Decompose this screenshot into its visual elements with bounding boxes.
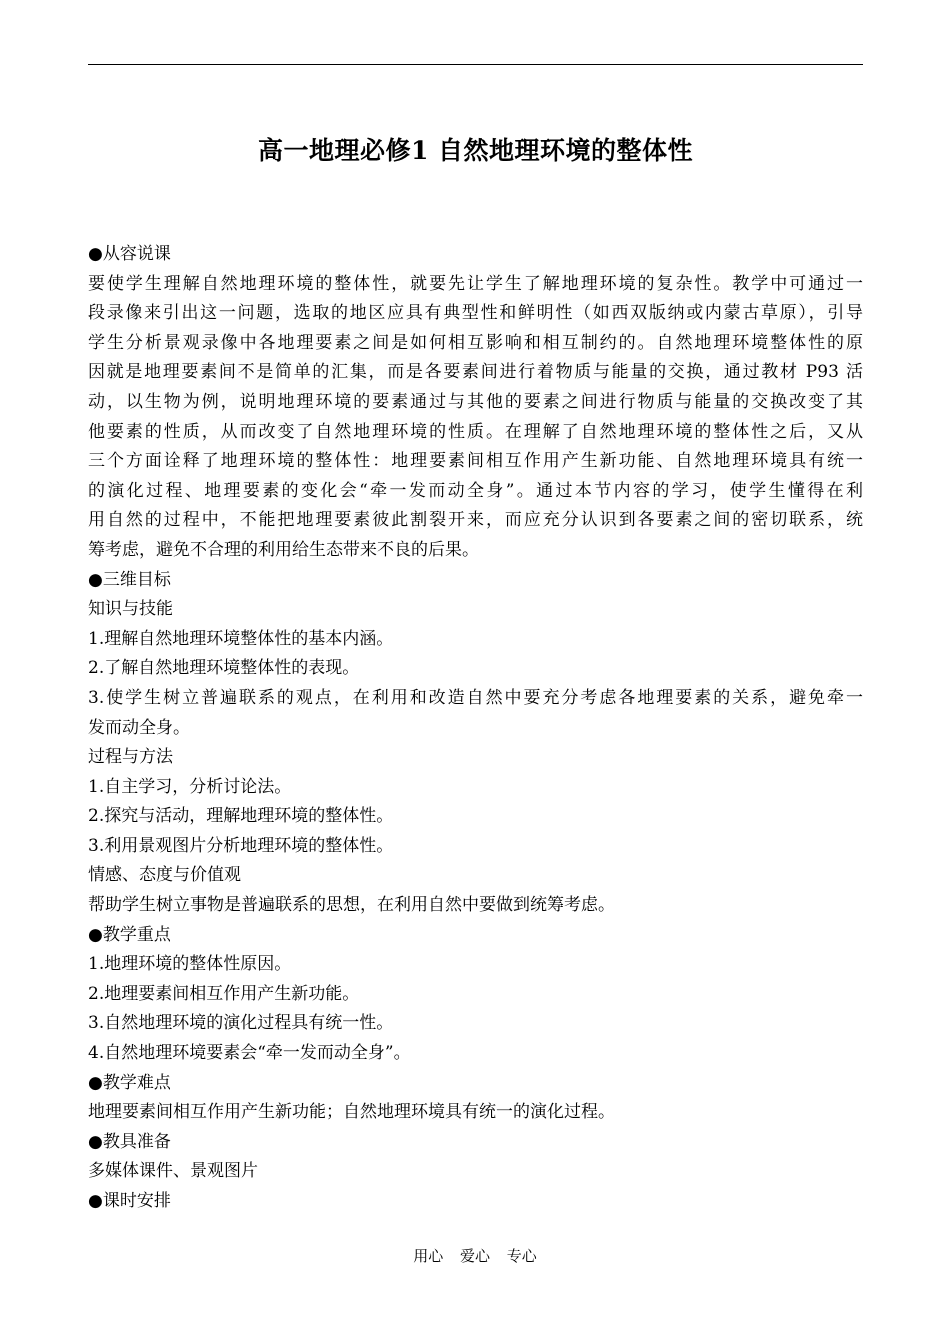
section-heading: ●从容说课 [88, 244, 171, 264]
text-line: 动，以生物为例，说明地理环境的要素通过与其他的要素之间进行物质与能量的交换改变了其 [88, 391, 863, 412]
text-line: 发而动全身。 [88, 717, 190, 738]
text-line: 地理要素间相互作用产生新功能；自然地理环境具有统一的演化过程。 [88, 1102, 615, 1123]
text-line: 1.地理环境的整体性原因。 [88, 954, 292, 975]
document-title: 高一地理必修1 自然地理环境的整体性 [257, 136, 694, 165]
section-heading: ●教学难点 [88, 1072, 171, 1093]
text-line: 情感、态度与价值观 [88, 865, 241, 886]
text-line: 的演化过程、地理要素的变化会“牵一发而动全身”。通过本节内容的学习，使学生懂得在利 [88, 480, 863, 501]
text-line: 多媒体课件、景观图片 [88, 1161, 258, 1182]
section-heading: ●教学重点 [88, 924, 171, 945]
text-line: 要使学生理解自然地理环境的整体性，就要先让学生了解地理环境的复杂性。教学中可通过一 [88, 273, 863, 294]
text-line: 2.了解自然地理环境整体性的表现。 [88, 658, 360, 679]
text-line: 筹考虑，避免不合理的利用给生态带来不良的后果。 [88, 539, 479, 560]
text-line: 三个方面诠释了地理环境的整体性：地理要素间相互作用产生新功能、自然地理环境具有统一 [88, 451, 863, 472]
text-line: 3.使学生树立普遍联系的观点，在利用和改造自然中要充分考虑各地理要素的关系，避免牵一 [88, 687, 863, 708]
text-line: 2.探究与活动，理解地理环境的整体性。 [88, 806, 394, 827]
text-line: 4.自然地理环境要素会“牵一发而动全身”。 [88, 1043, 411, 1064]
page-footer: 用心 爱心 专心 [413, 1247, 537, 1265]
text-line: 1.自主学习，分析讨论法。 [88, 776, 292, 797]
section-heading: ●三维目标 [88, 569, 171, 590]
document-body [88, 240, 863, 1217]
text-line: 用自然的过程中，不能把地理要素彼此割裂开来，而应充分认识到各要素之间的密切联系，统 [88, 510, 863, 531]
text-line: 过程与方法 [88, 747, 173, 768]
header-rule [88, 64, 863, 65]
text-line: 1.理解自然地理环境整体性的基本内涵。 [88, 628, 394, 649]
section-heading: ●教具准备 [88, 1131, 171, 1152]
text-line: 帮助学生树立事物是普遍联系的思想，在利用自然中要做到统筹考虑。 [88, 895, 615, 916]
text-line: 3.自然地理环境的演化过程具有统一性。 [88, 1013, 394, 1034]
text-line: 3.利用景观图片分析地理环境的整体性。 [88, 835, 394, 856]
text-line: 因就是地理要素间不是简单的汇集，而是各要素间进行着物质与能量的交换，通过教材 P93 活 [88, 362, 863, 383]
text-line: 段录像来引出这一问题，选取的地区应具有典型性和鲜明性（如西双版纳或内蒙古草原），引导 [88, 303, 863, 324]
text-line: 学生分析景观录像中各地理要素之间是如何相互影响和相互制约的。自然地理环境整体性的原 [88, 332, 863, 353]
text-line: 2.地理要素间相互作用产生新功能。 [88, 983, 360, 1004]
text-line: 他要素的性质，从而改变了自然地理环境的性质。在理解了自然地理环境的整体性之后，又从 [88, 421, 863, 442]
text-line: 知识与技能 [88, 599, 173, 620]
section-heading: ●课时安排 [88, 1191, 171, 1211]
